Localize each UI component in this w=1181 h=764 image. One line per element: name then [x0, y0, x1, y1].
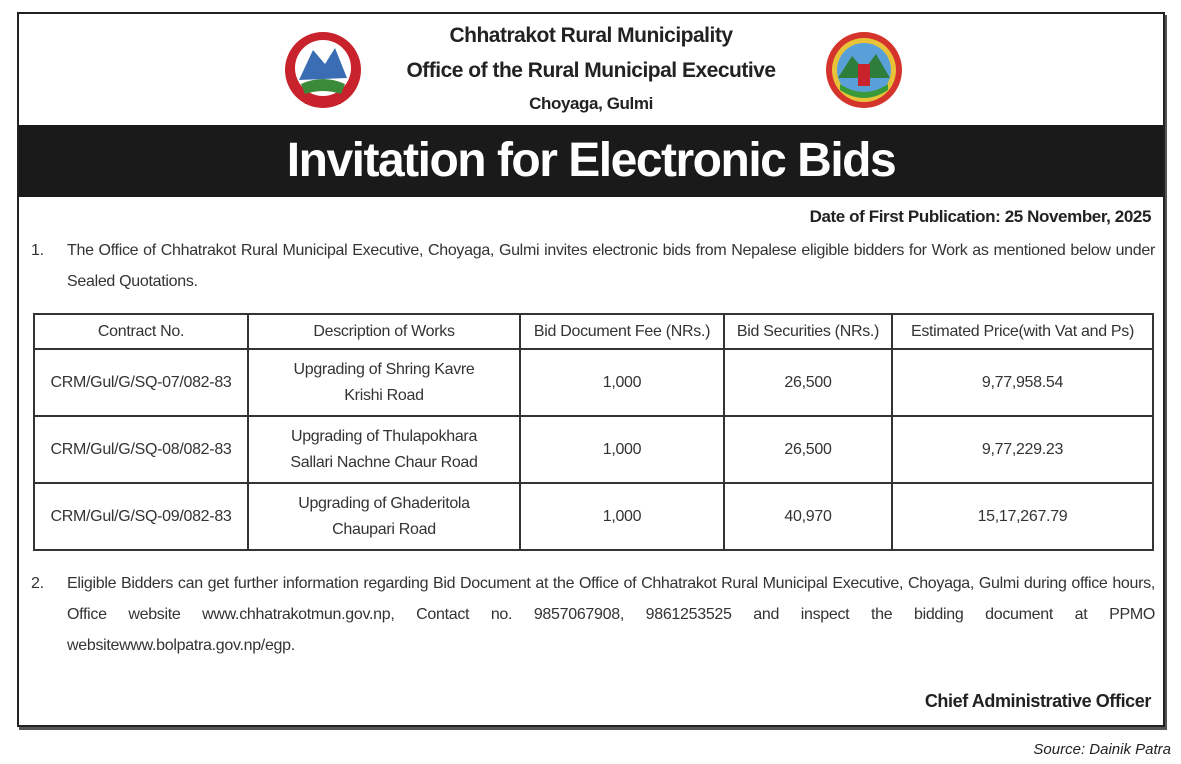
paragraph-text: Eligible Bidders can get further information regarding Bid Document at the Office of Chhatrakot Rural Municipal Executive, Choyaga, Gulmi during office hours, Office website www.chhatrakotmun.gov.np, Contact no. 9857067908, 9861253525 and inspect the bidding document at PPMO websitewww.bolpatra.gov.np/egp. [67, 575, 1155, 654]
notice-title: Invitation for Electronic Bids [19, 125, 1163, 197]
description-line: Upgrading of Shring Kavre [293, 360, 475, 378]
bids-table [33, 313, 1154, 551]
col-estimated-price: Estimated Price(with Vat and Ps) [892, 314, 1153, 349]
contract-no: CRM/Gul/G/SQ-08/082-83 [34, 416, 248, 483]
bid-security: 26,500 [724, 349, 892, 416]
paragraph-text: The Office of Chhatrakot Rural Municipal Executive, Choyaga, Gulmi invites electronic bids from Nepalese eligible bidders for Work as mentioned below under Sealed Quotations. [67, 242, 1155, 290]
paragraph-1 [31, 235, 1155, 297]
bid-security: 26,500 [724, 416, 892, 483]
table-row [34, 416, 1153, 483]
municipality-name: Chhatrakot Rural Municipality [449, 24, 733, 47]
estimated-price: 9,77,958.54 [892, 349, 1153, 416]
signature: Chief Administrative Officer [924, 691, 1151, 711]
description-line: Chaupari Road [332, 520, 436, 538]
notice-frame [17, 12, 1165, 727]
col-bid-securities: Bid Securities (NRs.) [724, 314, 892, 349]
bid-fee: 1,000 [520, 483, 724, 550]
contract-no: CRM/Gul/G/SQ-07/082-83 [34, 349, 248, 416]
municipality-logo-icon [822, 28, 906, 112]
paragraph-2 [31, 568, 1155, 661]
col-contract-no: Contract No. [34, 314, 248, 349]
description [248, 483, 520, 550]
estimated-price: 15,17,267.79 [892, 483, 1153, 550]
paragraph-number: 1. [31, 242, 44, 259]
description-line: Krishi Road [344, 386, 424, 404]
description-line: Upgrading of Thulapokhara [290, 427, 478, 445]
estimated-price: 9,77,229.23 [892, 416, 1153, 483]
bid-security: 40,970 [724, 483, 892, 550]
office-location: Choyaga, Gulmi [529, 94, 653, 113]
source-credit: Source: Dainik Patra [1033, 741, 1171, 758]
description [248, 349, 520, 416]
description-line: Upgrading of Ghaderitola [298, 494, 470, 512]
paragraph-number: 2. [31, 575, 44, 592]
description [248, 416, 520, 483]
notice-header [19, 14, 1163, 125]
bid-fee: 1,000 [520, 416, 724, 483]
table-header-row [34, 314, 1153, 349]
office-name: Office of the Rural Municipal Executive [406, 59, 776, 82]
col-bid-fee: Bid Document Fee (NRs.) [520, 314, 724, 349]
table-row [34, 483, 1153, 550]
contract-no: CRM/Gul/G/SQ-09/082-83 [34, 483, 248, 550]
table-row [34, 349, 1153, 416]
description-line: Sallari Nachne Chaur Road [290, 453, 478, 471]
bid-fee: 1,000 [520, 349, 724, 416]
publication-date: Date of First Publication: 25 November, 2025 [809, 207, 1151, 226]
col-description: Description of Works [248, 314, 520, 349]
